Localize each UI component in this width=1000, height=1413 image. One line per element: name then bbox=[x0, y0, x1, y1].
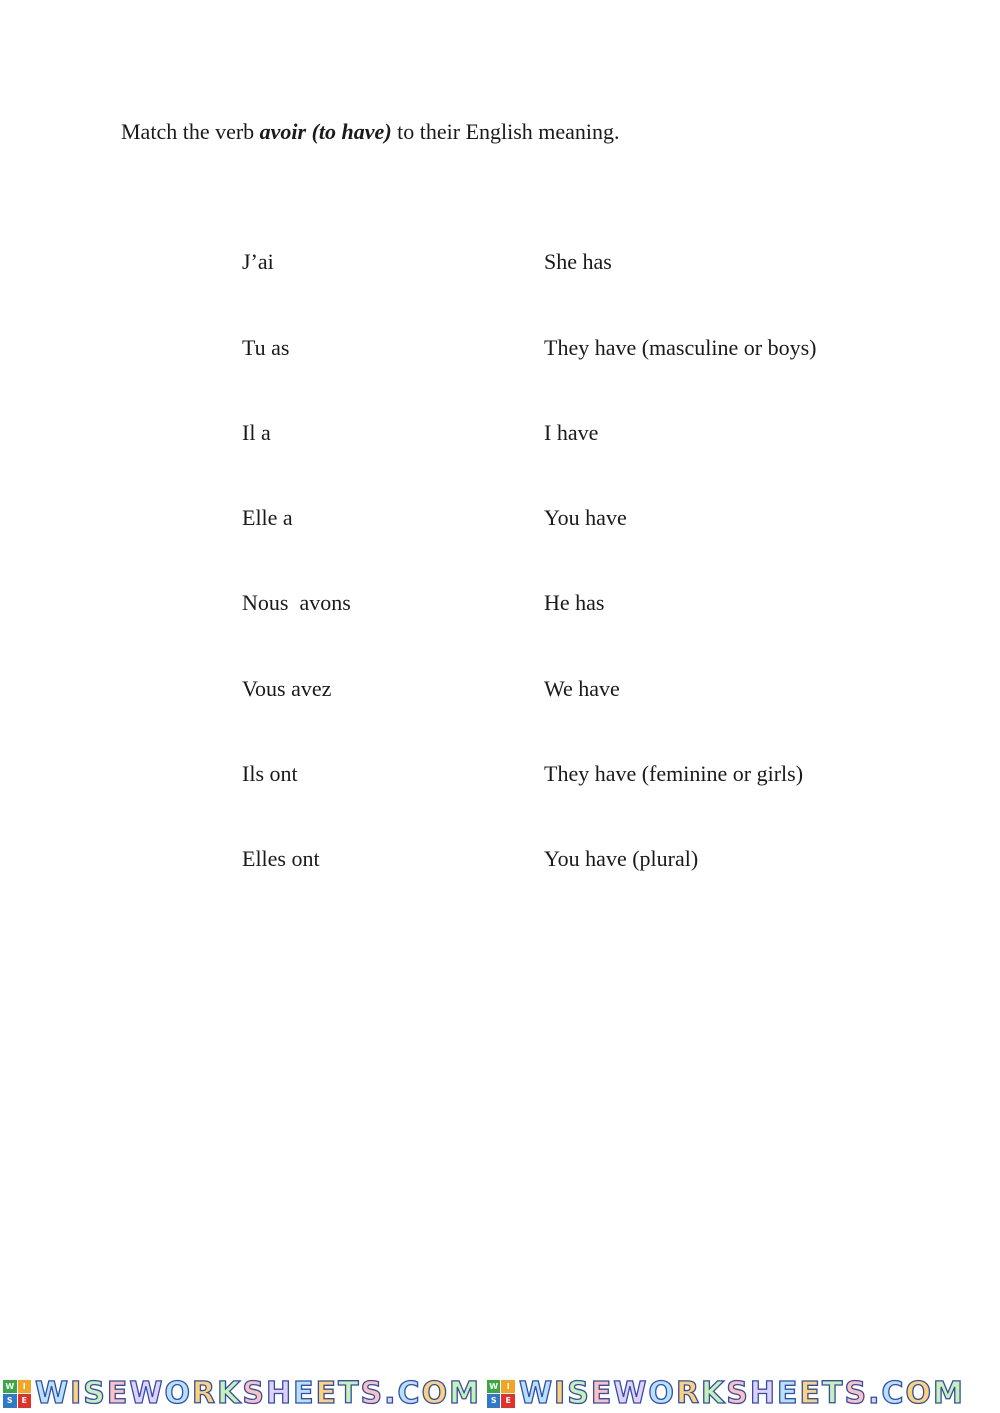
english-meaning[interactable]: I have bbox=[544, 420, 599, 445]
wiseworksheets-brand bbox=[3, 1376, 481, 1412]
match-row bbox=[0, 331, 1000, 365]
logo-letter: S bbox=[3, 1394, 17, 1408]
wiseworksheets-wordmark: W I S E W O R K S H E E T S . C O M bbox=[35, 1375, 481, 1411]
logo-letter: W bbox=[487, 1380, 501, 1394]
instruction-emphasis: avoir (to have) bbox=[259, 119, 392, 144]
english-meaning[interactable]: You have (plural) bbox=[544, 846, 699, 871]
logo-letter: I bbox=[501, 1380, 515, 1394]
french-term[interactable]: Tu as bbox=[242, 335, 290, 360]
footer-watermark bbox=[0, 1374, 1000, 1413]
french-term[interactable]: Vous avez bbox=[242, 676, 332, 701]
logo-letter: E bbox=[18, 1394, 32, 1408]
english-meaning[interactable]: He has bbox=[544, 590, 605, 615]
match-row bbox=[0, 757, 1000, 791]
match-row bbox=[0, 586, 1000, 620]
french-term[interactable]: Elles ont bbox=[242, 846, 320, 871]
french-term[interactable]: Il a bbox=[242, 420, 271, 445]
match-row bbox=[0, 501, 1000, 535]
french-term[interactable]: Nous avons bbox=[242, 590, 351, 615]
wiseworksheets-brand bbox=[487, 1376, 965, 1412]
instruction-after: to their English meaning. bbox=[391, 119, 620, 144]
match-row bbox=[0, 672, 1000, 706]
english-meaning[interactable]: They have (feminine or girls) bbox=[544, 761, 804, 786]
wiseworksheets-logo-icon bbox=[3, 1380, 31, 1408]
french-term[interactable]: Ils ont bbox=[242, 761, 298, 786]
logo-letter: E bbox=[501, 1394, 515, 1408]
english-meaning[interactable]: She has bbox=[544, 249, 612, 274]
match-row bbox=[0, 416, 1000, 450]
logo-letter: S bbox=[487, 1394, 501, 1408]
french-term[interactable]: Elle a bbox=[242, 505, 293, 530]
wiseworksheets-logo-icon bbox=[487, 1380, 515, 1408]
wiseworksheets-wordmark: W I S E W O R K S H E E T S . C O M bbox=[518, 1375, 965, 1411]
match-row bbox=[0, 842, 1000, 876]
match-row bbox=[0, 245, 1000, 279]
english-meaning[interactable]: You have bbox=[544, 505, 627, 530]
logo-letter: W bbox=[3, 1380, 17, 1394]
english-meaning[interactable]: They have (masculine or boys) bbox=[544, 335, 817, 360]
english-meaning[interactable]: We have bbox=[544, 676, 620, 701]
french-term[interactable]: J’ai bbox=[242, 249, 274, 274]
instruction-before: Match the verb bbox=[121, 119, 260, 144]
logo-letter: I bbox=[18, 1380, 32, 1394]
